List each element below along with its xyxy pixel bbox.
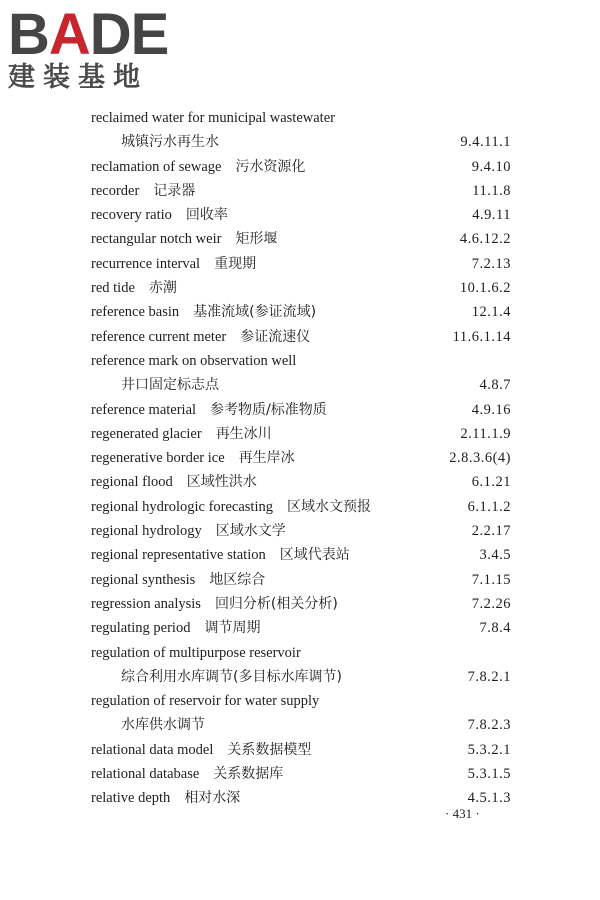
- entry-english-term: recurrence interval: [91, 255, 201, 272]
- entry-chinese-term: 再生冰川: [215, 425, 272, 442]
- entry-english-term: regional synthesis: [91, 571, 196, 588]
- glossary-entry: [91, 519, 511, 543]
- entry-chinese-term: 重现期: [214, 255, 257, 272]
- entry-chinese-term: 参考物质/标准物质: [210, 401, 327, 418]
- entry-section-ref: 11.1.8: [472, 182, 511, 199]
- entry-chinese-term: 基准流域(参证流域): [193, 304, 317, 321]
- entry-english-term: regenerated glacier: [91, 425, 202, 442]
- entry-english-term: relative depth: [91, 790, 171, 807]
- glossary-entry: [91, 446, 511, 470]
- entry-section-ref: 4.5.1.3: [467, 790, 511, 807]
- entry-english-term: regulation of reservoir for water supply: [91, 693, 320, 710]
- entry-chinese-term: 关系数据模型: [227, 741, 312, 758]
- entry-section-ref: 2.2.17: [471, 523, 511, 540]
- entry-english-term: regional hydrologic forecasting: [91, 498, 273, 515]
- glossary-entry: [91, 641, 511, 665]
- glossary-entry: [91, 592, 511, 616]
- entry-chinese-term: 再生岸冰: [238, 450, 295, 467]
- entry-chinese-term: 回收率: [185, 207, 228, 224]
- entry-section-ref: 4.9.11: [472, 207, 511, 224]
- entry-section-ref: 6.1.1.2: [467, 498, 511, 515]
- glossary-entry: [91, 349, 511, 373]
- glossary-entry: [91, 106, 511, 130]
- entry-english-term: recovery ratio: [91, 207, 172, 224]
- page-number: · 431 ·: [445, 806, 480, 821]
- entry-section-ref: 7.8.2.1: [467, 668, 511, 685]
- entry-section-ref: 2.8.3.6(4): [449, 450, 511, 467]
- entry-english-term: relational database: [91, 766, 200, 783]
- entry-section-ref: 7.8.4: [479, 620, 511, 637]
- entry-chinese-term: 回归分析(相关分析): [214, 595, 338, 612]
- entry-chinese-term: 矩形堰: [235, 231, 278, 248]
- glossary-entry: [91, 203, 511, 227]
- glossary-entry: [91, 470, 511, 494]
- entry-section-ref: 3.4.5: [479, 547, 511, 564]
- glossary-entry: [91, 543, 511, 567]
- entry-section-ref: 4.9.16: [471, 401, 511, 418]
- entry-chinese-term: 区域水文预报: [287, 498, 371, 515]
- entry-english-term: red tide: [91, 280, 135, 297]
- glossary-entry: [91, 689, 511, 713]
- entry-chinese-term: 调节周期: [204, 620, 261, 637]
- entry-chinese-term: 综合利用水库调节(多目标水库调节): [121, 668, 342, 685]
- entry-chinese-term: 井口固定标志点: [121, 377, 219, 394]
- entry-section-ref: 11.6.1.14: [452, 328, 511, 345]
- glossary-entry: [91, 227, 511, 251]
- glossary-entry: [91, 495, 511, 519]
- entry-section-ref: 4.8.7: [479, 377, 511, 394]
- entry-english-term: reference basin: [91, 304, 180, 321]
- entry-english-term: reclamation of sewage: [91, 158, 222, 175]
- entry-section-ref: 5.3.1.5: [467, 766, 511, 783]
- entry-english-term: regulating period: [91, 620, 191, 637]
- entry-english-term: reference current meter: [91, 328, 227, 345]
- glossary-entry: [91, 155, 511, 179]
- entry-chinese-term: 区域性洪水: [186, 474, 257, 491]
- entry-chinese-term: 关系数据库: [213, 766, 284, 783]
- entry-chinese-term: 地区综合: [209, 571, 266, 588]
- entry-section-ref: 7.8.2.3: [467, 717, 511, 734]
- entry-english-term: reclaimed water for municipal wastewater: [91, 110, 335, 126]
- entry-english-term: regenerative border ice: [91, 450, 225, 467]
- entry-chinese-term: 相对水深: [184, 790, 241, 807]
- entry-english-term: regional representative station: [91, 547, 266, 564]
- glossary-entry: [91, 616, 511, 640]
- entry-section-ref: 5.3.2.1: [467, 741, 511, 758]
- glossary-entry: [91, 179, 511, 203]
- entry-section-ref: 4.6.12.2: [459, 231, 511, 248]
- entry-chinese-term: 区域水文学: [215, 523, 286, 540]
- glossary-entry: [91, 422, 511, 446]
- entry-english-term: regional flood: [91, 474, 173, 491]
- entry-english-term: reference material: [91, 401, 197, 418]
- entry-english-term: relational data model: [91, 741, 214, 758]
- entry-english-term: regulation of multipurpose reservoir: [91, 644, 301, 661]
- entry-section-ref: 10.1.6.2: [459, 280, 511, 297]
- glossary-entry: [91, 300, 511, 324]
- glossary-entry: [91, 373, 511, 397]
- entry-section-ref: 2.11.1.9: [460, 425, 511, 442]
- glossary-entry: [91, 130, 511, 154]
- entry-section-ref: 7.2.26: [471, 595, 511, 612]
- entry-section-ref: 6.1.21: [471, 474, 511, 491]
- entry-chinese-term: 记录器: [153, 182, 196, 199]
- entry-section-ref: 9.4.10: [471, 158, 511, 175]
- entry-section-ref: 7.1.15: [471, 571, 511, 588]
- entry-chinese-term: 城镇污水再生水: [121, 134, 219, 151]
- glossary-entry: [91, 568, 511, 592]
- entry-chinese-term: 水库供水调节: [121, 717, 205, 734]
- glossary-entry: [91, 325, 511, 349]
- glossary-entry: [91, 713, 511, 737]
- entry-chinese-term: 赤潮: [148, 280, 177, 297]
- entry-chinese-term: 污水资源化: [235, 158, 306, 175]
- bade-logo: [8, 2, 180, 96]
- glossary-entry: [91, 276, 511, 300]
- entry-section-ref: 12.1.4: [471, 304, 511, 321]
- entry-english-term: regional hydrology: [91, 523, 202, 540]
- glossary-entry: [91, 762, 511, 786]
- glossary-entry: [91, 398, 511, 422]
- entry-section-ref: 9.4.11.1: [460, 134, 511, 151]
- entry-chinese-term: 参证流速仪: [240, 328, 311, 345]
- entry-english-term: rectangular notch weir: [91, 231, 222, 248]
- entry-english-term: regression analysis: [91, 595, 201, 612]
- entry-english-term: reference mark on observation well: [91, 352, 297, 369]
- entry-english-term: recorder: [91, 182, 140, 199]
- glossary-entries: [91, 106, 511, 811]
- glossary-entry: [91, 665, 511, 689]
- entry-section-ref: 7.2.13: [471, 255, 511, 272]
- glossary-entry: [91, 252, 511, 276]
- glossary-entry: [91, 738, 511, 762]
- logo-subtitle: 建装基地: [8, 62, 148, 93]
- logo-wordmark: BADE: [8, 2, 169, 67]
- entry-chinese-term: 区域代表站: [279, 547, 350, 564]
